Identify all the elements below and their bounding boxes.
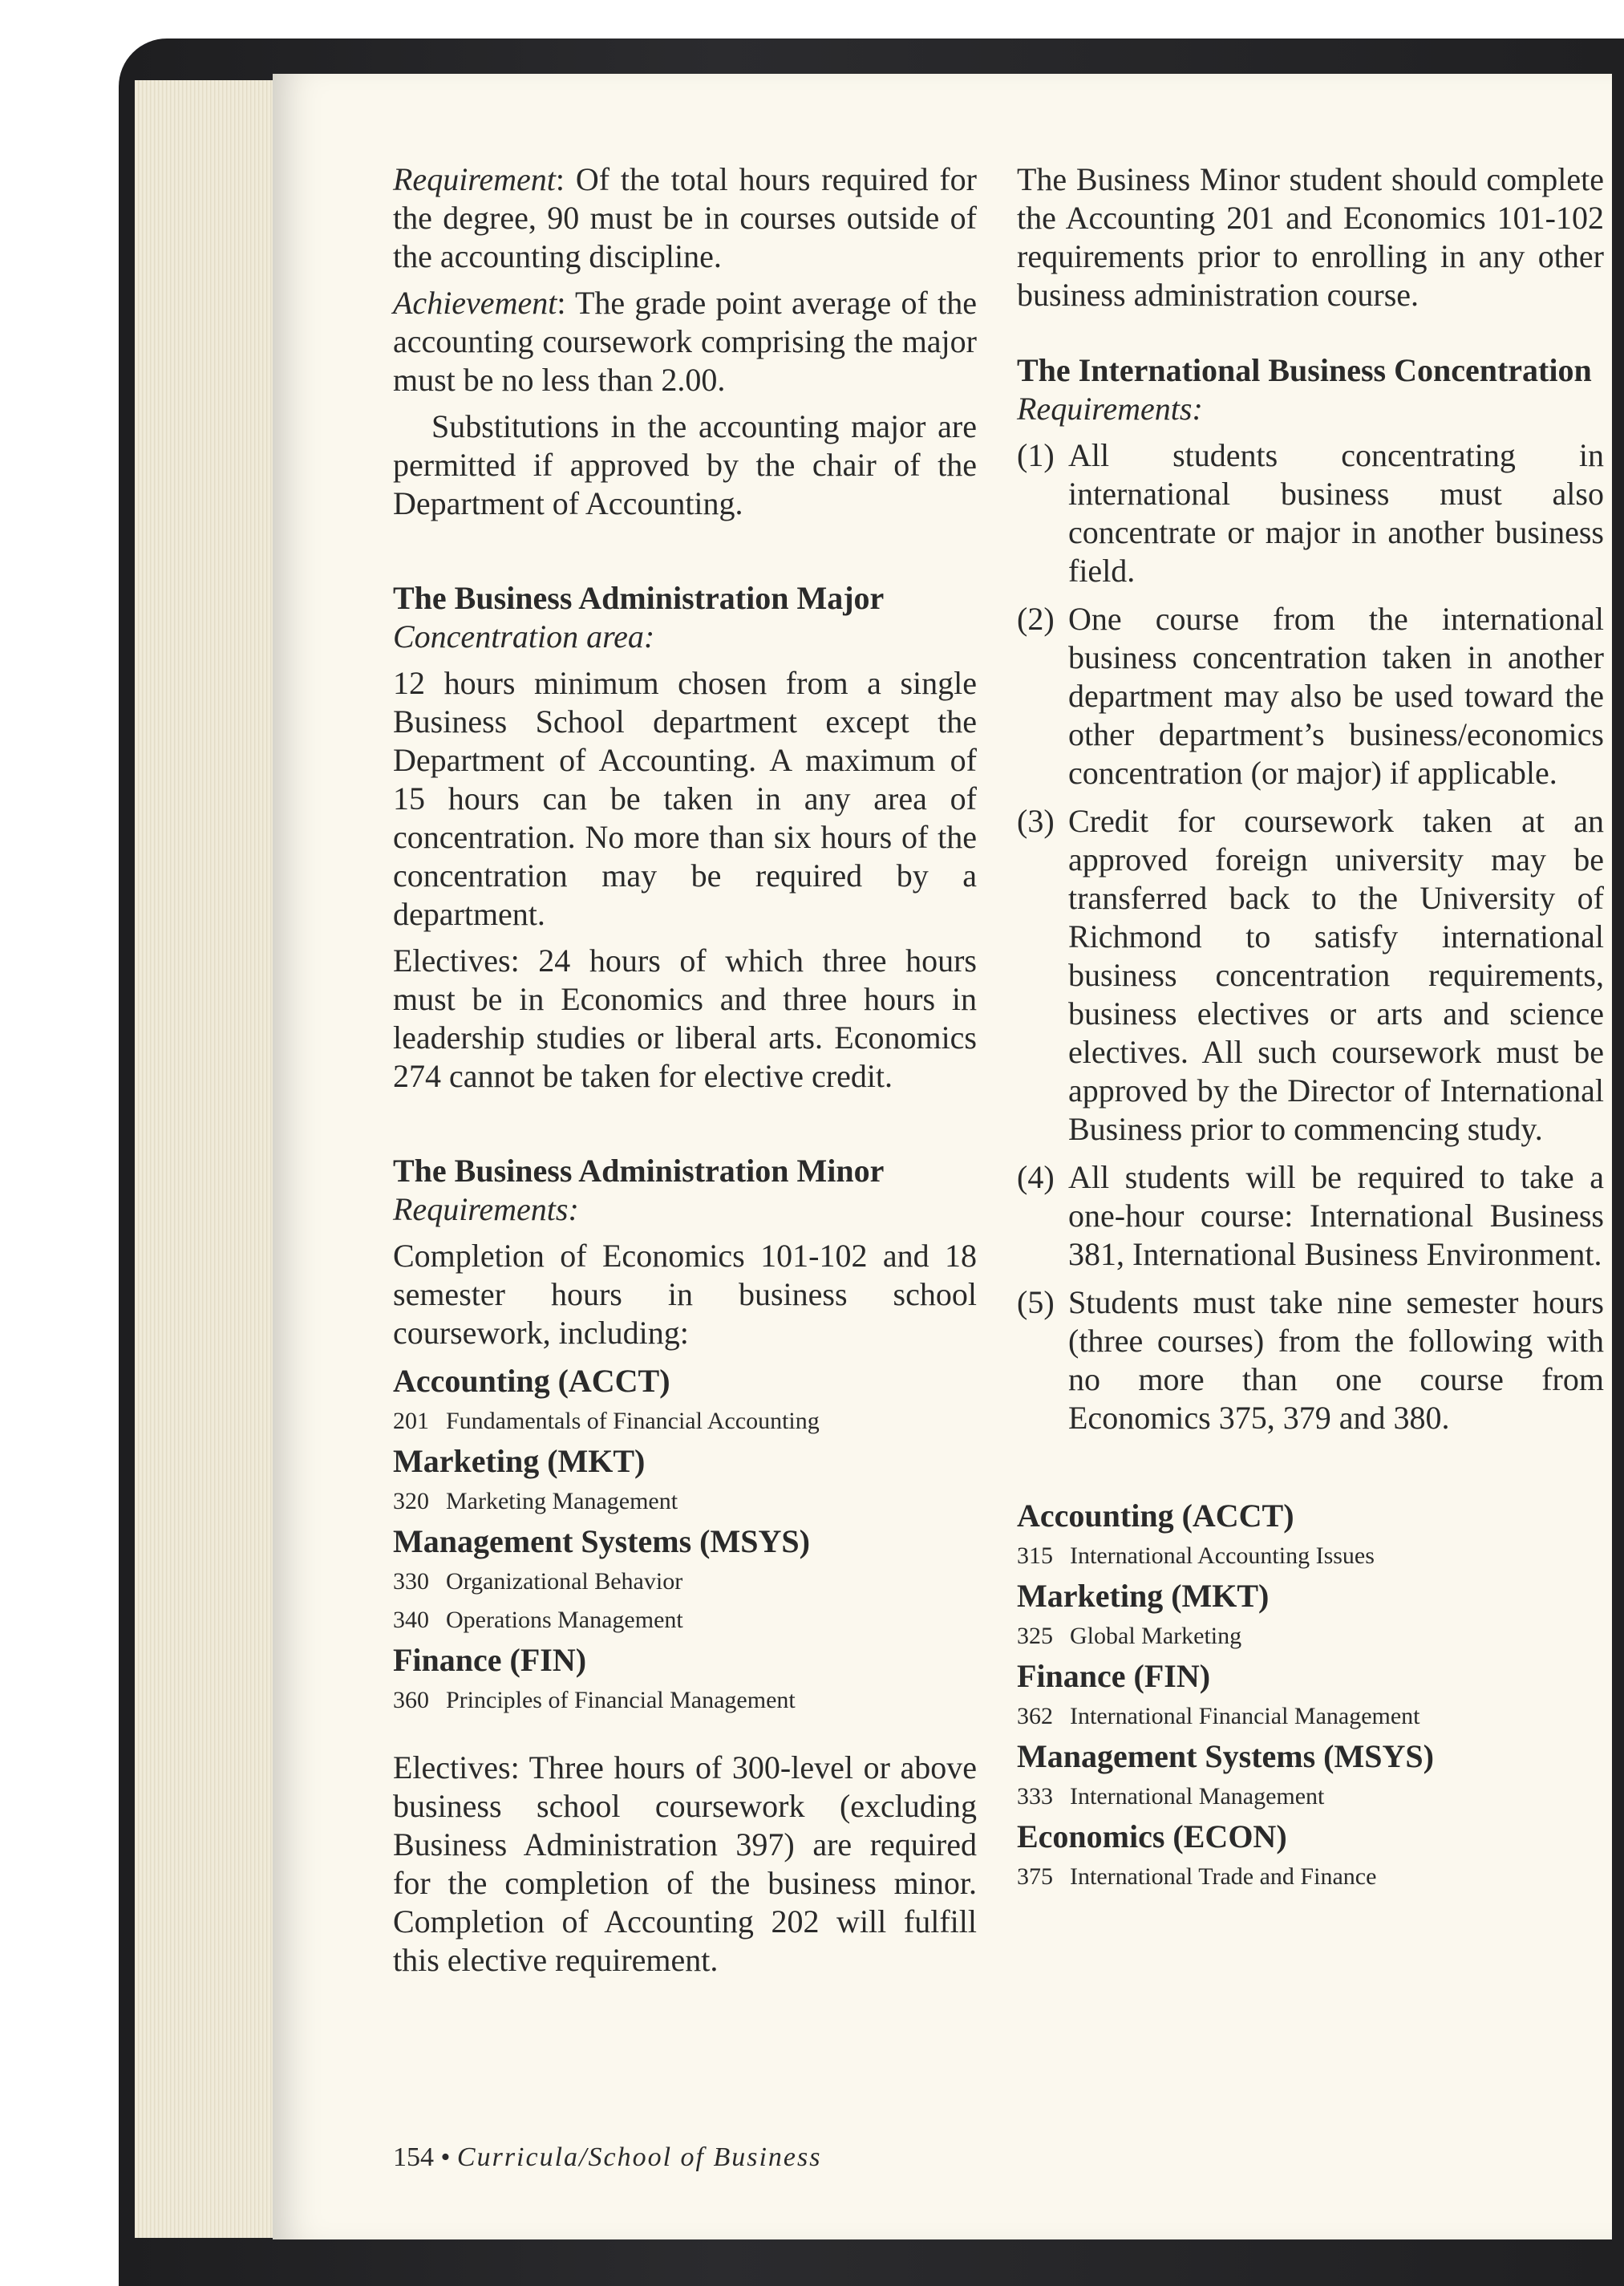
dept-heading: Accounting (ACCT) [1017,1498,1294,1534]
course-item: 333 International Management [1017,1783,1325,1810]
course-item: 330 Organizational Behavior [393,1568,683,1595]
course-item: 201 Fundamentals of Financial Accounting [393,1408,820,1434]
course-item: 362 International Financial Management [1017,1703,1420,1729]
requirement-item: (5) Students must take nine semester hours (three courses) from the following with no more than one course from Economics 375, 379 and 380. [1017,1284,1604,1436]
minor-completion-paragraph: Completion of Economics 101-102 and 18 semester hours in business school coursework, including: [393,1238,977,1351]
requirement-paragraph: Requirement: Of the total hours required for the degree, 90 must be in courses outside of the accounting discipline. [393,161,977,274]
dept-heading: Marketing (MKT) [1017,1578,1270,1614]
requirement-item: (1) All students concentrating in international business must also concentrate or major in another business field. [1017,437,1604,589]
footer-bullet: • [440,2142,451,2172]
section-title: Curricula/School of Business [456,2142,822,2172]
dept-heading: Accounting (ACCT) [393,1363,670,1399]
substitutions-paragraph: Substitutions in the accounting major are permitted if approved by the chair of the Department of Accounting. [393,408,977,521]
requirement-item: (3) Credit for coursework taken at an approved foreign university may be transferred back to the University of Richmond to satisfy international business concentration requirements, business electives or arts and science electives. All such coursework must be approved by the Director of International Business prior to commencing study. [1017,803,1604,1147]
page-edges [135,80,275,2238]
dept-heading: Finance (FIN) [393,1642,587,1678]
course-item: 325 Global Marketing [1017,1623,1242,1649]
course-item: 320 Marketing Management [393,1488,678,1514]
course-item: 360 Principles of Financial Management [393,1687,796,1713]
major-electives-paragraph: Electives: 24 hours of which three hours must be in Economics and three hours in leadership studies or liberal arts. Economics 274 cannot be taken for elective credit. [393,942,977,1094]
minor-course-list [393,1360,977,1720]
major-concentration-paragraph: 12 hours minimum chosen from a single Business School department except the Department of Accounting. A maximum of 15 hours can be taken in any area of concentration. No more than six hours of the concentration may be required by a department. [393,665,977,932]
intl-course-list [1017,1495,1604,1896]
page-number: 154 [393,2142,434,2172]
business-major-heading: The Business Administration Major [393,580,885,616]
dept-heading: Management Systems (MSYS) [393,1523,810,1559]
right-column [1017,160,1604,1896]
requirement-item: (2) One course from the international business concentration taken in another department may also be used toward the other department’s business/economics concentration (or major) if applicable. [1017,601,1604,791]
requirements-list [1017,436,1604,1437]
requirement-item: (4) All students will be required to take a one-hour course: International Business 381, International Business Environment. [1017,1159,1604,1272]
business-minor-heading: The Business Administration Minor [393,1153,885,1189]
minor-requirements-subheading: Requirements: [393,1191,579,1227]
course-item: 340 Operations Management [393,1607,683,1633]
minor-electives-paragraph: Electives: Three hours of 300-level or above business school coursework (excluding Business Administration 397) are required for the completion of the business minor. Completion of Accounting 202 will fulfill this elective requirement. [393,1749,977,1978]
concentration-area-subheading: Concentration area: [393,618,655,655]
course-item: 375 International Trade and Finance [1017,1863,1377,1890]
international-business-heading: The International Business Concentration [1017,352,1592,388]
dept-heading: Finance (FIN) [1017,1658,1211,1694]
achievement-paragraph: Achievement: The grade point average of the accounting coursework comprising the major must be no less than 2.00. [393,285,977,398]
dept-heading: Economics (ECON) [1017,1818,1287,1854]
left-column [393,160,977,1988]
business-minor-note: The Business Minor student should complete the Accounting 201 and Economics 101-102 requirements prior to enrolling in any other business administration course. [1017,161,1604,313]
intl-requirements-subheading: Requirements: [1017,391,1203,427]
course-item: 315 International Accounting Issues [1017,1542,1375,1569]
dept-heading: Marketing (MKT) [393,1443,646,1479]
page-footer [393,2142,821,2174]
dept-heading: Management Systems (MSYS) [1017,1738,1434,1774]
